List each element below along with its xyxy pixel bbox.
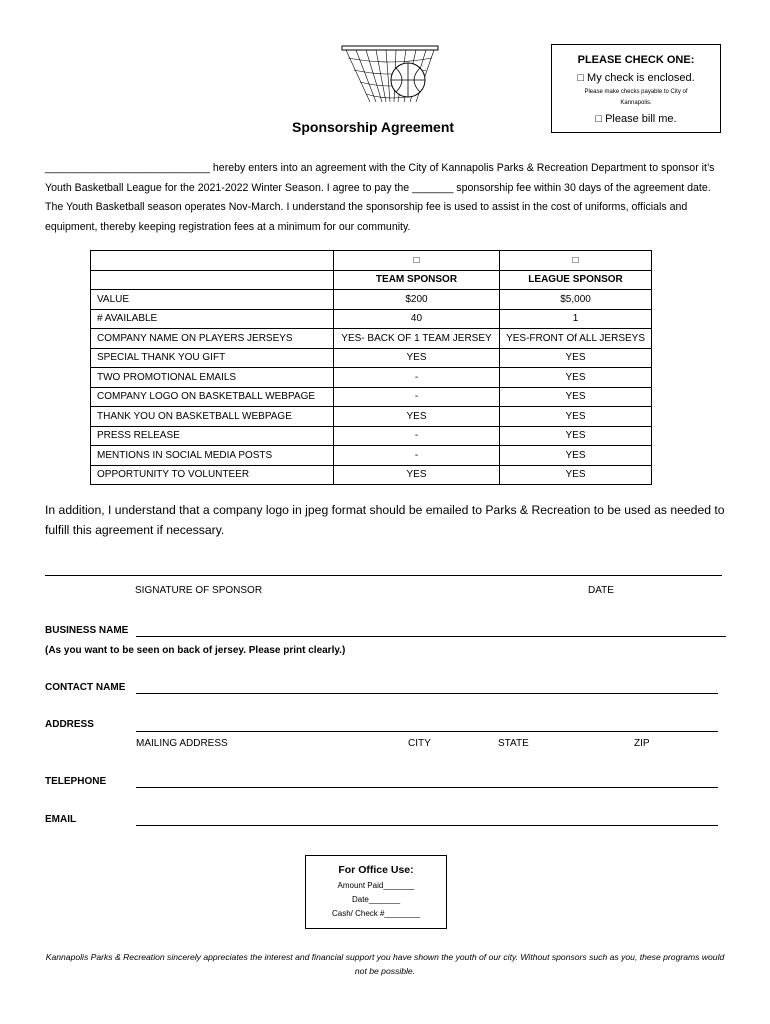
table-row — [91, 309, 652, 329]
row-label: MENTIONS IN SOCIAL MEDIA POSTS — [91, 446, 334, 466]
amount-paid-field[interactable]: Amount Paid_______ — [337, 881, 415, 890]
telephone-field[interactable] — [136, 787, 718, 788]
team-value: YES — [333, 465, 499, 485]
team-value: - — [333, 426, 499, 446]
league-value: $5,000 — [500, 290, 652, 310]
team-value: $200 — [333, 290, 499, 310]
team-value: YES — [333, 407, 499, 427]
column-header-league: LEAGUE SPONSOR — [500, 270, 652, 290]
mailing-address-label: MAILING ADDRESS — [136, 738, 228, 749]
row-label: SPECIAL THANK YOU GIFT — [91, 348, 334, 368]
payment-option-title: PLEASE CHECK ONE: — [577, 54, 695, 66]
league-value: YES — [500, 426, 652, 446]
email-field[interactable] — [136, 825, 718, 826]
table-row — [91, 465, 652, 485]
team-value: 40 — [333, 309, 499, 329]
address-label: ADDRESS — [45, 719, 94, 730]
signature-label: SIGNATURE OF SPONSOR — [135, 585, 263, 596]
zip-label: ZIP — [634, 738, 650, 749]
state-label: STATE — [498, 738, 529, 749]
row-label: VALUE — [91, 290, 334, 310]
row-label: COMPANY NAME ON PLAYERS JERSEYS — [91, 329, 334, 349]
footer-note: Kannapolis Parks & Recreation sincerely appreciates the interest and financial support you have shown the youth of our city. Without sponsors such as you, these programs would not be possible. — [45, 952, 725, 976]
row-label: OPPORTUNITY TO VOLUNTEER — [91, 465, 334, 485]
table-row — [91, 407, 652, 427]
date-label: DATE — [588, 585, 614, 596]
page-title: Sponsorship Agreement — [292, 119, 455, 135]
league-value: YES — [500, 387, 652, 407]
league-value: YES — [500, 407, 652, 427]
basketball-hoop-icon — [340, 44, 440, 106]
contact-name-label: CONTACT NAME — [45, 682, 126, 693]
league-value: YES — [500, 368, 652, 388]
table-row — [91, 290, 652, 310]
row-label: # AVAILABLE — [91, 309, 334, 329]
office-use-title: For Office Use: — [338, 864, 414, 876]
team-value: - — [333, 387, 499, 407]
row-label: TWO PROMOTIONAL EMAILS — [91, 368, 334, 388]
logo-paragraph: In addition, I understand that a company logo in jpeg format should be emailed to Parks & Recreation to be used as needed to fulfill this agreement if necessary. — [45, 503, 725, 537]
row-label: PRESS RELEASE — [91, 426, 334, 446]
signature-line[interactable] — [45, 565, 722, 576]
league-value: YES — [500, 348, 652, 368]
team-value: - — [333, 446, 499, 466]
table-row — [91, 446, 652, 466]
league-value: YES — [500, 446, 652, 466]
bill-me-option[interactable]: □ Please bill me. — [595, 113, 677, 125]
agreement-intro: ____________________________ hereby enters into an agreement with the City of Kannapolis Parks & Recreation Department to sponsor it’s Youth Basketball League for the 2021-2022 Winter Season. I agree to pay the _______ sponsorship fee within 30 days of the agreement date. The Youth Basketball season operates Nov-March. I understand the sponsorship fee is used to assist in the cost of uniforms, officials and equipment, thereby keeping registration fees at a minimum for our community. — [45, 162, 715, 233]
league-value: YES — [500, 465, 652, 485]
team-value: YES — [333, 348, 499, 368]
table-row — [91, 368, 652, 388]
league-sponsor-checkbox[interactable]: □ — [500, 251, 652, 271]
league-value: 1 — [500, 309, 652, 329]
sponsor-table — [90, 250, 652, 485]
business-name-note: (As you want to be seen on back of jersey. Please print clearly.) — [45, 645, 346, 656]
telephone-label: TELEPHONE — [45, 776, 107, 787]
office-use-box — [305, 855, 447, 929]
office-date-field[interactable]: Date_______ — [351, 895, 401, 904]
league-value: YES-FRONT Of ALL JERSEYS — [500, 329, 652, 349]
business-name-label: BUSINESS NAME — [45, 625, 129, 636]
table-row — [91, 329, 652, 349]
payment-option-panel — [551, 44, 721, 133]
address-field[interactable] — [136, 731, 718, 732]
table-row — [91, 426, 652, 446]
row-label: THANK YOU ON BASKETBALL WEBPAGE — [91, 407, 334, 427]
check-enclosed-option[interactable]: □ My check is enclosed. — [577, 72, 695, 84]
check-payable-note: Please make checks payable to City of Kannapolis. — [584, 89, 688, 106]
team-value: - — [333, 368, 499, 388]
row-label: COMPANY LOGO ON BASKETBALL WEBPAGE — [91, 387, 334, 407]
cash-check-field[interactable]: Cash/ Check #________ — [331, 909, 421, 918]
business-name-field[interactable] — [136, 636, 726, 637]
team-value: YES- BACK OF 1 TEAM JERSEY — [333, 329, 499, 349]
column-header-team: TEAM SPONSOR — [333, 270, 499, 290]
team-sponsor-checkbox[interactable]: □ — [333, 251, 499, 271]
contact-name-field[interactable] — [136, 693, 718, 694]
email-label: EMAIL — [45, 814, 77, 825]
table-row — [91, 387, 652, 407]
table-row — [91, 348, 652, 368]
city-label: CITY — [408, 738, 431, 749]
